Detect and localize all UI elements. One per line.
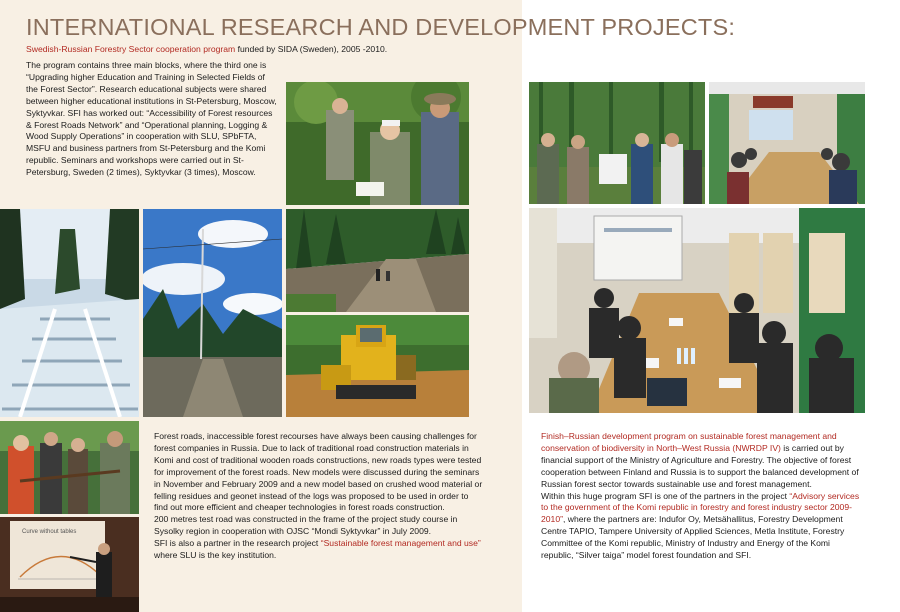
- photo-bulldozer: [286, 315, 469, 417]
- forest-roads-para-2: 200 metres test road was constructed in the frame of the project study course in Sysolky region in cooperation with OJSC “Mondi Syktyvkar” in July 2009.: [154, 514, 458, 537]
- photo-power-line: [143, 209, 282, 417]
- finnish-program-para-2: [541, 491, 863, 562]
- finnish-program-para-1: [541, 431, 863, 491]
- swedish-program-body: The program contains three main blocks, where the third one is “Upgrading higher Education and Training in Selected Fields of the Forest Sector”. Research educational subjects were shared between higher educational institutions in St-Petersburg, Moscow, Syktyvkar. SFI has worked out: “Accessibility of Forest resources & Forest Roads Network” and “Operational planning, Logging & Wood Supply Operations” in cooperation with SLU, SPbFTA, MSFU and business partners from St-Petersburg and the Komi republic. Seminars and workshops were carried out in St-Petersburg, Sweden (2 times), Syktyvkar (3 times), Moscow.: [26, 60, 277, 178]
- forest-roads-para-3-prefix: SFI is also a partner in the research project: [154, 538, 321, 549]
- swedish-program-name: Swedish-Russian Forestry Sector cooperation program: [26, 44, 236, 54]
- photo-forest-road: [286, 209, 469, 312]
- photo-presentation: [0, 517, 139, 612]
- photo-meeting-room: [709, 82, 865, 204]
- forest-roads-text: [154, 431, 484, 562]
- finnish-para-2-prefix: Within this huge program SFI is one of the partners in the project: [541, 490, 790, 501]
- finnish-program-body: is carried out by financial support of the Ministry of Agriculture and Forestry. The objective of forest cooperation between Finland and Russia is to support the balanced development of Russian forest sector towards sustainable use and forest management.: [541, 442, 859, 489]
- slide-caption: Curve without tables: [22, 529, 77, 535]
- finnish-program-name: Finish–Russian development program on sustainable forest management and conservation of biodiversity in North–West Russia (NWRDP IV): [541, 431, 837, 453]
- finnish-program-text: [541, 431, 863, 562]
- forest-roads-para-3: [154, 538, 484, 562]
- photo-forest-team: [529, 82, 705, 204]
- photo-snow-road: [0, 209, 139, 417]
- photo-conference-table: [529, 208, 865, 413]
- advisory-services-project-name: “Advisory services to the government of the Komi republic in forestry and forest industry sector 2009-2010”: [541, 490, 860, 525]
- swedish-program-funding: funded by SIDA (Sweden), 2005 -2010.: [235, 44, 388, 54]
- sustainable-forest-project-name: “Sustainable forest management and use”: [320, 538, 481, 549]
- forest-roads-para-1: Forest roads, inaccessible forest recourses have always been causing challenges for forest companies in Russia. Due to lack of traditional road construction materials in Komi and cost of traditional wooden roads constructions, new roads types were tested for improvement of the forest roads. New models were discussed during the seminars in November and February 2009 and a new model based on crushed wood material or felling residues and geonet instead of the logs was proposed to be used in order to find out more efficient and cheaper technologies in forest roads construction.: [154, 431, 483, 513]
- photo-field-group: [286, 82, 469, 205]
- forest-roads-para-3-suffix: where SLU is the key institution.: [154, 550, 277, 561]
- page-title: INTERNATIONAL RESEARCH AND DEVELOPMENT PROJECTS:: [26, 14, 736, 40]
- photo-outdoor-group: [0, 421, 139, 514]
- finnish-para-2-suffix: , where the partners are: Indufor Oy, Metsähallitus, Forestry Development Centre TAPIO, Tampere University of Applied Sciences, Metla Institute, Forestry Committee of the Komi republic, Ministry of Industry and Energy of the Komi republic, “Silver taiga” model forest foundation and SFI.: [541, 514, 845, 561]
- swedish-program-header: [26, 44, 506, 56]
